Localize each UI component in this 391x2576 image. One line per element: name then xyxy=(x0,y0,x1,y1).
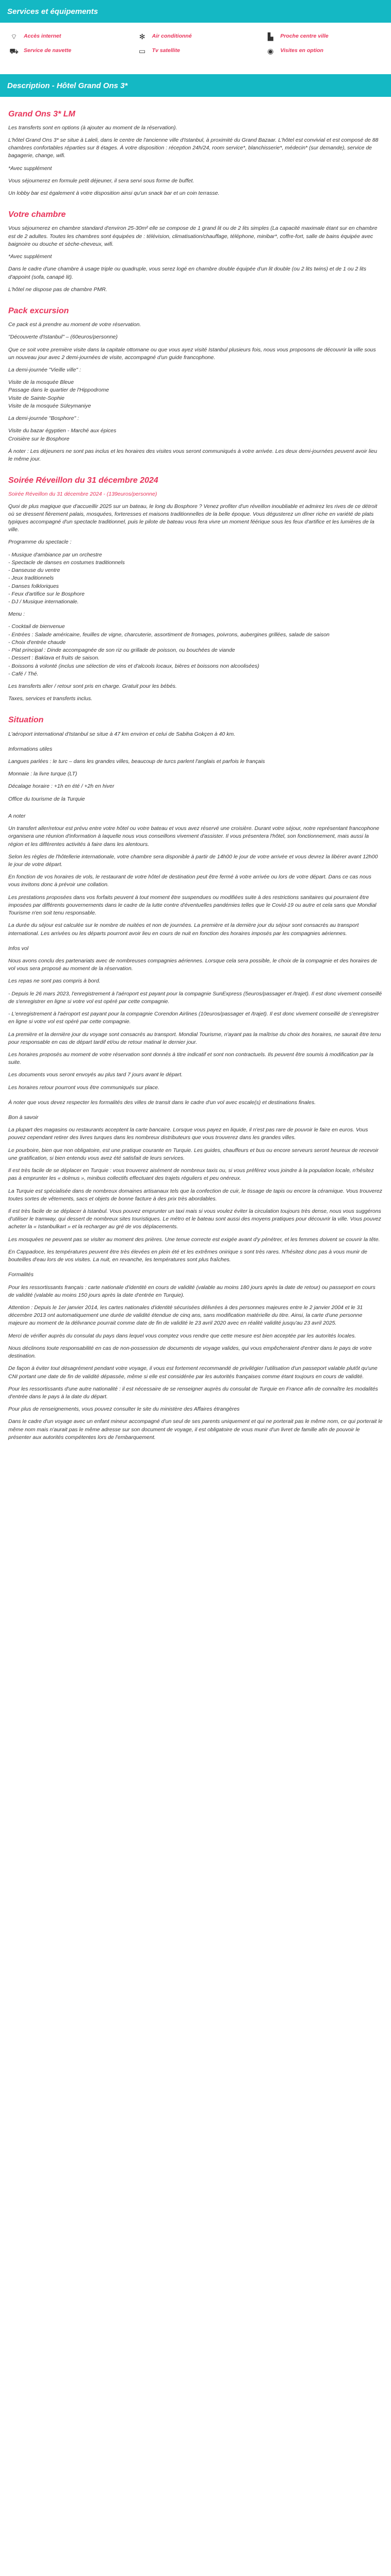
program-item: - Musique d'ambiance par un orchestre xyxy=(8,551,102,558)
formalites-paragraph: Pour les ressortissants français : carte nationale d'identité en cours de validité (valable au moins 180 jours après la date de retour) ou passeport en cours de validité (valable au moins 150 jours après la date d'entrée en Turquie). xyxy=(8,1284,376,1298)
a-noter-paragraph: En fonction de vos horaires de vols, le restaurant de votre hôtel de destination peut être fermé à votre arrivée ou lors de votre départ. Dans ce cas nous vous invitons donc à prévoir une collation. xyxy=(8,874,371,888)
info-item: Office du tourisme de la Turquie xyxy=(8,795,85,802)
soiree-transfers: Les transferts aller / retour sont pris en charge. Gratuit pour les bébés. xyxy=(8,683,177,689)
menu-list xyxy=(8,623,383,678)
room-paragraph: L'hôtel ne dispose pas de chambre PMR. xyxy=(8,286,107,293)
tour1-list xyxy=(8,379,383,410)
infos-vol-paragraphs xyxy=(8,957,383,1092)
menu-item: - Café / Thé. xyxy=(8,670,39,677)
menu-intro: Menu : xyxy=(8,611,25,618)
service-label: Service de navette xyxy=(24,47,72,54)
pack-price: "Découverte d'Istanbul" – (60euros/personne) xyxy=(8,334,118,341)
a-noter-paragraph: Les prestations proposées dans vos forfaits peuvent à tout moment être suspendues ou modifiées suite à des restrictions sanitaires qui pourraient être imposées par différents gouvernements dans le cadre de la lutte contre d'éventuelles pandémies telles que le Covid-19 ou autre et cela sans que Mondial Tourisme n'en soit tenu responsable. xyxy=(8,894,377,917)
escale-note: À noter que vous devez respecter les formalités des villes de transit dans le cadre d'un vol avec escale(s) et destinations finales. xyxy=(8,1099,316,1106)
infos-vol-title: Infos vol xyxy=(8,945,29,952)
hotel-paragraph: L'hôtel Grand Ons 3* se situe à Laleli, dans le centre de l'ancienne ville d'Istanbul, à proximité du Grand Bazaar. L'hôtel est convivial et est composé de 88 chambres confortables réparties sur 8 étages. À votre disposition : réception 24h/24, room service*, blanchisserie*, médecin* (sur demande), service de bagagerie, change, wifi. xyxy=(8,137,379,159)
a-noter-paragraph: Un transfert aller/retour est prévu entre votre hôtel ou votre bateau et vous avez réservé une croisière. Durant votre séjour, notre représentant francophone organisera une réunion d'information à laquelle nous vous conseillons vivement d'assister. Il vous présentera l'hôtel, son fonctionnement, mais aussi la région et les différentes activités à faire dans les alentours. xyxy=(8,825,380,848)
formalites-paragraph: Pour les ressortissants d'une autre nationalité : il est nécessaire de se renseigner auprès du consulat de Turquie en France afin de connaître les modalités d'entrée dans le pays à la date du départ. xyxy=(8,1385,378,1400)
hotel-paragraphs xyxy=(8,124,383,198)
tour1-item: Passage dans le quartier de l'Hippodrome xyxy=(8,387,109,394)
tour1-item: Visite de la mosquée Süleymaniye xyxy=(8,402,91,409)
a-noter-title: A noter xyxy=(8,812,26,819)
hotel-paragraph: Vous séjournerez en formule petit déjeuner, il sera servi sous forme de buffet. xyxy=(8,177,194,184)
infos-vol-paragraph: Nous avons conclu des partenariats avec de nombreuses compagnies aériennes. Lorsque cela sera possible, le choix de la compagnie et des horaires de vol vous sera proposé au moment de la réservation. xyxy=(8,957,378,972)
bon-a-savoir-paragraphs xyxy=(8,1126,383,1264)
pack-note: À noter : Les déjeuners ne sont pas inclus et les horaires des visites vous seront communiqués à votre arrivée. Les deux demi-journées peuvent avoir lieu le même jour. xyxy=(8,448,377,462)
formalites-paragraph: Pour plus de renseignements, vous pouvez consulter le site du ministère des Affaires étrangères xyxy=(8,1406,240,1413)
infos-vol-paragraph: Les horaires retour pourront vous être communiqués sur place. xyxy=(8,1084,159,1091)
program-intro: Programme du spectacle : xyxy=(8,539,72,546)
tour2-list xyxy=(8,427,383,443)
room-title: Votre chambre xyxy=(8,210,66,219)
program-item: - DJ / Musique internationale. xyxy=(8,599,79,605)
tour2-item: Visite du bazar égyptien - Marché aux épices xyxy=(8,428,117,434)
info-item: Langues parlées : le turc – dans les grandes villes, beaucoup de turcs parlent l'anglais et parfois le français xyxy=(8,758,265,765)
formalites-title: Formalités xyxy=(8,1272,34,1278)
description-band xyxy=(0,74,391,97)
tour1-item: Visite de Sainte-Sophie xyxy=(8,395,64,401)
a-noter-paragraphs xyxy=(8,825,383,938)
formalites-paragraphs xyxy=(8,1284,383,1442)
service-item xyxy=(8,46,126,56)
menu-item: - Plat principal : Dinde accompagnée de son riz ou grillade de poisson, ou bouchées de viande xyxy=(8,647,235,654)
satellite-tv-icon: ▭ xyxy=(139,46,146,55)
infos-vol-paragraph: - L'enregistrement à l'aéroport est payant pour la compagnie Corendon Airlines (10euros/passager et /trajet). Il est donc vivement conseillé de s'enregistrer en ligne si votre vol est opéré par cette compagnie. xyxy=(8,1011,379,1025)
situation-title: Situation xyxy=(8,716,44,725)
room-paragraph: Vous séjournerez en chambre standard d'environ 25-30m² elle se compose de 1 grand lit ou de 2 lits simples (La capacité maximale étant sur en chambre est de 2 adultes. Toutes les chambres sont équipées de : télévision, climatisation/chauffage, téléphone, minibar*, coffre-fort, salle de bains équipée avec baignoire ou douche et sèche-cheveux, wifi. xyxy=(8,225,378,247)
camera-icon: ◉ xyxy=(267,46,274,55)
snowflake-icon: ✻ xyxy=(139,32,145,41)
bon-a-savoir-paragraph: La plupart des magasins ou restaurants acceptent la carte bancaire. Lorsque vous payez en liquide, il n'est pas rare de pouvoir le faire en euros. Vous pouvez cependant retirer des livres turques dans les nombreux distributeurs que vous trouverez dans les grandes villes. xyxy=(8,1127,368,1141)
formalites-paragraph: Dans le cadre d'un voyage avec un enfant mineur accompagné d'un seul de ses parents uniquement et qui ne porterait pas le même nom, ce qui porterait le même nom mais n'aurait pas le même adresse sur son document de voyage, il est obligatoire de vous munir d'un livret de famille afin de pouvoir le présenter aux autorités compétentes lors de l'embarquement. xyxy=(8,1418,383,1440)
soiree-subtitle: Soirée Réveillon du 31 décembre 2024 - (139euros/personne) xyxy=(8,491,157,498)
room-paragraph: *Avec supplément xyxy=(8,253,52,260)
menu-item: - Dessert : Baklava et fruits de saison. xyxy=(8,655,100,662)
hotel-paragraph: *Avec supplément xyxy=(8,165,52,172)
service-label: Tv satellite xyxy=(152,47,180,54)
infos-vol-paragraph: La première et la dernière jour du voyage sont consacrés au transport. Mondial Tourisme, n'ayant pas la maîtrise du choix des horaires, ne saurait être tenu pour responsable en cas de départ tardif et/ou de retour matinal le dernier jour. xyxy=(8,1031,381,1045)
tour2-item: Croisière sur le Bosphore xyxy=(8,435,70,442)
bon-a-savoir-title: Bon à savoir xyxy=(8,1114,39,1121)
info-item: Monnaie : la livre turque (LT) xyxy=(8,771,77,777)
services-grid xyxy=(0,23,391,65)
service-item xyxy=(137,46,255,56)
a-noter-paragraph: La durée du séjour est calculée sur le nombre de nuitées et non de journées. La première et la dernière jour du séjour sont consacrés au transport international. Les arrivées ou les départs pourront avoir lieu en cours de nuit en fonction des horaires imposés par les compagnies aériennes. xyxy=(8,922,359,937)
infos-vol-paragraph: Les documents vous seront envoyés au plus tard 7 jours avant le départ. xyxy=(8,1072,183,1078)
bon-a-savoir-paragraph: La Turquie est spécialisée dans de nombreux domaines artisanaux tels que la confection de cuir, le tissage de tapis ou encore la céramique. Vous trouverez toutes sortes de vêtements, sacs et objets de bonne facture à des prix très abordables. xyxy=(8,1188,382,1202)
infos-vol-paragraph: Les repas ne sont pas compris à bord. xyxy=(8,978,101,985)
tour2-intro: La demi-journée "Bosphore" : xyxy=(8,415,79,422)
tour1-intro: La demi-journée "Vieille ville" : xyxy=(8,367,81,373)
formalites-paragraph: Merci de vérifier auprès du consulat du pays dans lequel vous comptez vous rendre que cette mesure est bien acceptée par les autorités locales. xyxy=(8,1332,356,1339)
soiree-title: Soirée Réveillon du 31 décembre 2024 xyxy=(8,476,158,485)
description-content xyxy=(0,97,391,1462)
a-noter-paragraph: Selon les règles de l'hôtellerie internationale, votre chambre sera disponible à partir de 14h00 le jour de votre arrivée et vous devrez la libérer avant 12h00 le jour de votre départ. xyxy=(8,853,378,868)
menu-item: - Choix d'entrée chaude xyxy=(8,639,66,646)
service-label: Air conditionné xyxy=(152,33,192,40)
program-item: - Danses folkloriques xyxy=(8,583,59,589)
hotel-title: Grand Ons 3* LM xyxy=(8,109,75,118)
formalites-paragraph: De façon à éviter tout désagrément pendant votre voyage, il vous est fortement recommandé de privilégier l'utilisation d'un passeport valable plutôt qu'une CNI portant une date de fin de validité dépassée, même si elle est considérée par les autorités françaises comme étant toujours en cours de validité. xyxy=(8,1365,378,1380)
pack-description: Que ce soit votre première visite dans la capitale ottomane ou que vous ayez visité Istanbul plusieurs fois, nous vous proposons de découvrir la ville sous un nouveau jour avec 2 demi-journées de visite, accompagné d'un guide francophone. xyxy=(8,346,376,361)
hotel-paragraph: Un lobby bar est également à votre disposition ainsi qu'un snack bar et un coin terrasse. xyxy=(8,190,220,196)
service-label: Proche centre ville xyxy=(280,33,329,40)
services-title: Services et équipements xyxy=(7,7,98,16)
formalites-paragraph: Nous déclinons toute responsabilité en cas de non-possession de documents de voyage valides, qui vous empêcheraient d'entrer dans le pays de votre destination. xyxy=(8,1345,372,1360)
program-item: - Danseuse du ventre xyxy=(8,567,60,574)
service-label: Accès internet xyxy=(24,33,61,40)
hotel-paragraph: Les transferts sont en options (à ajouter au moment de la réservation). xyxy=(8,124,177,131)
wifi-icon: ⌔ xyxy=(10,32,18,41)
services-band xyxy=(0,0,391,23)
shuttle-icon: ⛟ xyxy=(9,46,19,55)
menu-item: - Boissons à volonté (inclus une sélection de vins et d'alcools locaux, bières et boissons non alcoolisées) xyxy=(8,663,259,669)
service-item xyxy=(265,32,383,41)
room-paragraph: Dans le cadre d'une chambre à usage triple ou quadruple, vous serez logé en chambre double équipée d'un lit double (ou 2 lits twins) et de 1 ou 2 lits d'appoint (sofa, canapé lit). xyxy=(8,266,366,280)
program-item: - Spectacle de danses en costumes traditionnels xyxy=(8,559,125,566)
infos-vol-paragraph: Les horaires proposés au moment de votre réservation sont donnés à titre indicatif et sont non contractuels. Ils peuvent être soumis à modification par la suite. xyxy=(8,1051,373,1066)
info-item: Décalage horaire : +1h en été / +2h en hiver xyxy=(8,783,115,790)
pack-title: Pack excursion xyxy=(8,306,69,315)
soiree-taxes: Taxes, services et transferts inclus. xyxy=(8,696,93,702)
bon-a-savoir-paragraph: Il est très facile de se déplacer en Turquie : vous trouverez aisément de nombreux taxis ou, si vous préférez vous joindre à la population locale, n'hésitez pas à emprunter les « dolmus », minibus collectifs effectuant des trajets réguliers et peu onéreux. xyxy=(8,1167,374,1182)
bon-a-savoir-paragraph: Il est très facile de se déplacer à Istanbul. Vous pouvez emprunter un taxi mais si vous voulez éviter la circulation toujours très dense, nous vous suggérons d'utiliser le tramway, qui dessert de nombreux sites touristiques. Le métro et le bateau sont aussi des moyens pratiques pour découvrir la ville. Vous pouvez acheter la « Istanbulkart » et la recharger au gré de vos déplacements. xyxy=(8,1208,381,1230)
formalites-paragraph: Attention : Depuis le 1er janvier 2014, les cartes nationales d'identité sécurisées délivrées à des personnes majeures entre le 2 janvier 2004 et le 31 décembre 2013 ont automatiquement une durée de validité étendue de cinq ans, sans modification matérielle du titre. Ainsi, la carte d'une personne majeure au moment de la délivrance pourrait comme date de fin de validité le 23 avril 2020 avec en réalité validité jusqu'au 23 avril 2025. xyxy=(8,1304,363,1327)
room-paragraphs xyxy=(8,225,383,294)
service-item xyxy=(137,32,255,41)
pack-intro: Ce pack est à prendre au moment de votre réservation. xyxy=(8,321,141,328)
bon-a-savoir-paragraph: Les mosquées ne peuvent pas se visiter au moment des prières. Une tenue correcte est exigée avant d'y pénétrer, et les femmes doivent se couvrir la tête. xyxy=(8,1236,380,1243)
bon-a-savoir-paragraph: Le pourboire, bien que non obligatoire, est une pratique courante en Turquie. Les guides, chauffeurs et bus ou encore serveurs seront heureux de recevoir une gratification, si bien entendu vous avez été satisfait de leurs services. xyxy=(8,1147,379,1161)
info-title: Informations utiles xyxy=(8,745,53,752)
program-item: - Jeux traditionnels xyxy=(8,575,54,582)
soiree-description: Quoi de plus magique que d'accueillir 2025 sur un bateau, le long du Bosphore ? Venez profiter d'un réveillon inoubliable et admirez les rives de ce détroit où se dressent fièrement palais, mosquées, forteresses et maisons traditionnelles de la belle époque. Vous dégusterez un dîner riche en variété de plats typiques accompagné d'un spectacle traditionnel, puis le pilote de bateau vous fera vivre un moment féérique sous les feux d'artifice et les lumières de la ville. xyxy=(8,503,378,533)
program-item: - Feux d'artifice sur le Bosphore xyxy=(8,590,85,597)
menu-item: - Entrées : Salade américaine, feuilles de vigne, charcuterie, assortiment de fromages, poivrons, aubergines grillées, salade de saison xyxy=(8,631,330,638)
service-item xyxy=(265,46,383,56)
service-label: Visites en option xyxy=(280,47,323,54)
situation-text: L'aéroport international d'Istanbul se situe à 47 km environ et celui de Sabiha Gokçen à 40 km. xyxy=(8,731,236,737)
info-list xyxy=(8,758,383,803)
city-icon: ▙ xyxy=(267,32,273,41)
bon-a-savoir-paragraph: En Cappadoce, les températures peuvent être très élevées en plein été et les extrêmes onirique s sont très rares. N'hésitez donc pas à vous munir de bouteilles d'eau lors de vos visites. La nuit, en revanche, les températures sont plus fraîches. xyxy=(8,1248,367,1263)
menu-item: - Cocktail de bienvenue xyxy=(8,623,65,630)
tour1-item: Visite de la mosquée Bleue xyxy=(8,379,74,386)
program-list xyxy=(8,551,383,606)
service-item xyxy=(8,32,126,41)
description-title: Description - Hôtel Grand Ons 3* xyxy=(7,81,128,90)
infos-vol-paragraph: - Depuis le 26 mars 2023, l'enregistrement à l'aéroport est payant pour la compagnie SunExpress (5euros/passager et /trajet). Il est donc vivement conseillé de s'enregistrer en ligne si votre vol est opéré par cette compagnie. xyxy=(8,990,382,1005)
